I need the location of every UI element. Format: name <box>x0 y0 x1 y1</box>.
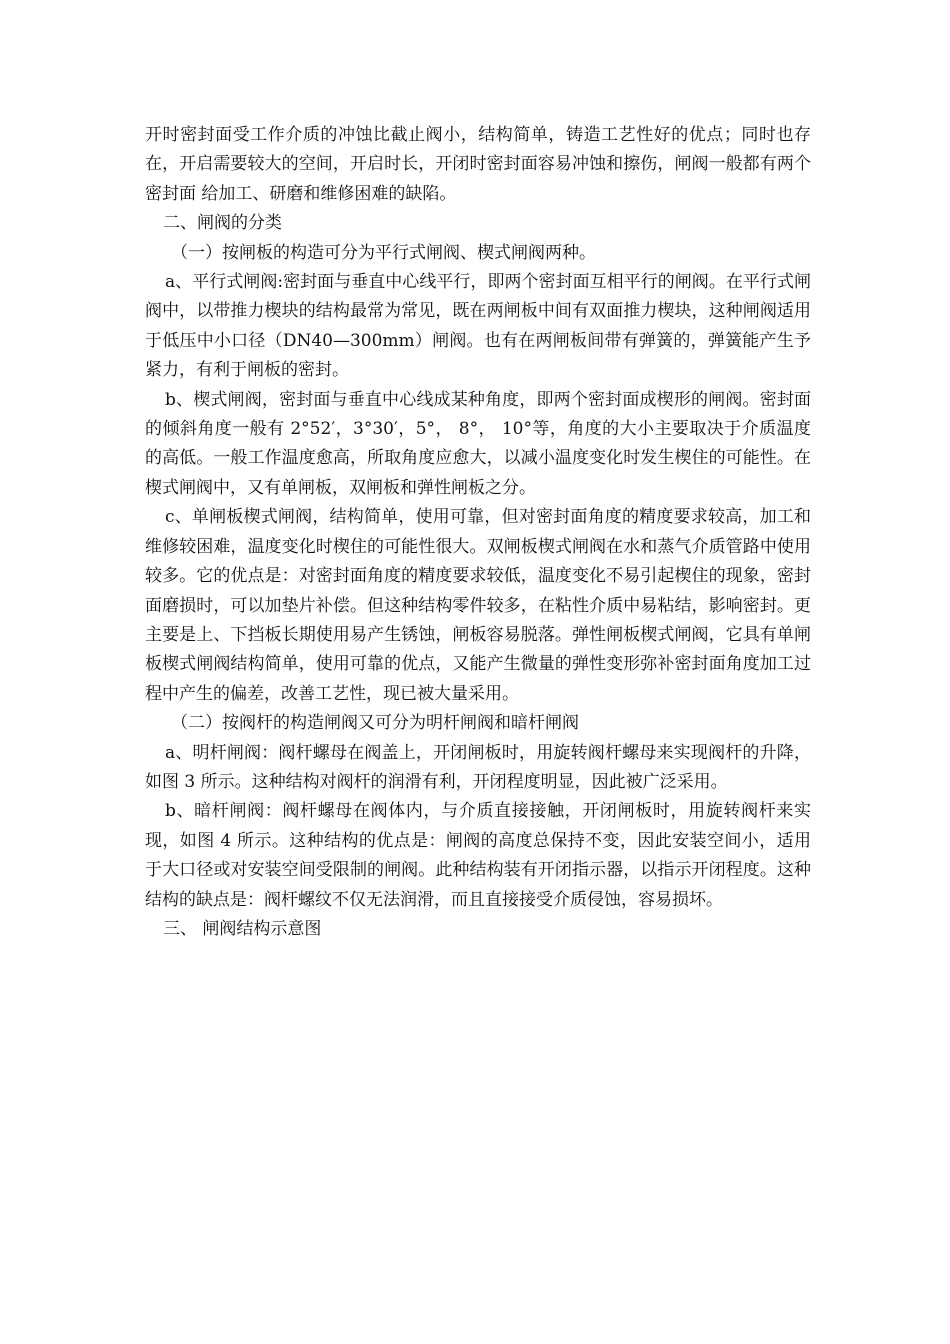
subheading-by-stem-structure: （二）按阀杆的构造闸阀又可分为明杆闸阀和暗杆闸阀 <box>171 713 579 734</box>
document-body <box>145 121 811 944</box>
subheading-by-gate-structure: （一）按闸板的构造可分为平行式闸阀、楔式闸阀两种。 <box>171 242 596 263</box>
heading-gate-valve-structure-diagram: 三、 闸阀结构示意图 <box>163 918 322 939</box>
paragraph-wedge-gate-valve: b、楔式闸阀，密封面与垂直中心线成某种角度，即两个密封面成楔形的闸阀。密封面的倾斜角度一般有 2°52′，3°30′，5°， 8°， 10°等，角度的大小主要取决于介质温度的高低。一般工作温度愈高，所取角度应愈大，以减小温度变化时发生楔住的可能性。在楔式闸阀中，又有单闸板，双闸板和弹性闸板之分。 <box>145 389 811 498</box>
paragraph-advantages-disadvantages: 开时密封面受工作介质的冲蚀比截止阀小，结构简单，铸造工艺性好的优点；同时也存在，开启需要较大的空间，开启时长，开闭时密封面容易冲蚀和擦伤，闸阀一般都有两个密封面 给加工、研磨和维修困难的缺陷。 <box>145 125 811 204</box>
paragraph-parallel-gate-valve: a、平行式闸阀:密封面与垂直中心线平行，即两个密封面互相平行的闸阀。在平行式闸阀中，以带推力楔块的结构最常为常见，既在两闸板中间有双面推力楔块，这种闸阀适用于低压中小口径（DN40—300mm）闸阀。也有在两闸板间带有弹簧的，弹簧能产生予紧力，有利于闸板的密封。 <box>145 272 811 381</box>
paragraph-single-double-elastic-gate: c、单闸板楔式闸阀，结构简单，使用可靠，但对密封面角度的精度要求较高，加工和维修较困难，温度变化时楔住的可能性很大。双闸板楔式闸阀在水和蒸气介质管路中使用较多。它的优点是：对密封面角度的精度要求较低，温度变化不易引起楔住的现象，密封面磨损时，可以加垫片补偿。但这种结构零件较多，在粘性介质中易粘结，影响密封。更主要是上、下挡板长期使用易产生锈蚀，闸板容易脱落。弹性闸板楔式闸阀，它具有单闸板楔式闸阀结构简单，使用可靠的优点，又能产生微量的弹性变形弥补密封面角度加工过程中产生的偏差，改善工艺性，现已被大量采用。 <box>145 507 811 704</box>
heading-gate-valve-classification: 二、闸阀的分类 <box>163 213 282 234</box>
paragraph-non-rising-stem-gate-valve: b、暗杆闸阀：阀杆螺母在阀体内，与介质直接接触，开闭闸板时，用旋转阀杆来实现，如图 4 所示。这种结构的优点是：闸阀的高度总保持不变，因此安装空间小，适用于大口径或对安装空间受限制的闸阀。此种结构装有开闭指示器，以指示开闭程度。这种结构的缺点是：阀杆螺纹不仅无法润滑，而且直接接受介质侵蚀，容易损坏。 <box>145 801 811 910</box>
paragraph-rising-stem-gate-valve: a、明杆闸阀：阀杆螺母在阀盖上，开闭闸板时，用旋转阀杆螺母来实现阀杆的升降，如图 3 所示。这种结构对阀杆的润滑有利，开闭程度明显，因此被广泛采用。 <box>145 742 811 792</box>
